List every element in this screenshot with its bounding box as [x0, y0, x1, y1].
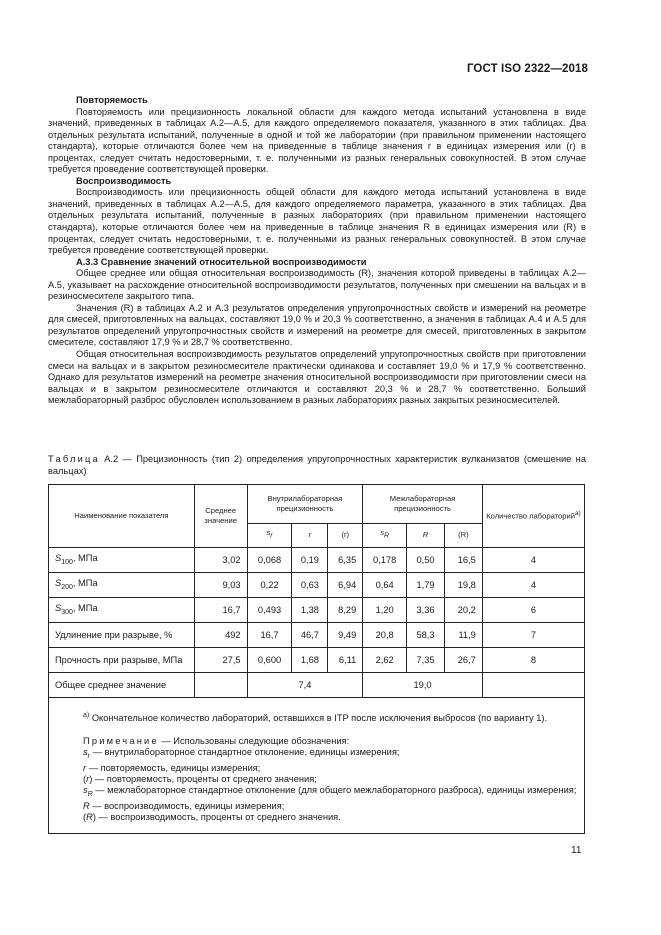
header-within: Внутрилабораторная прецизионность [247, 485, 363, 523]
cell-labs: 4 [482, 572, 584, 597]
note-item: R — воспроизводимость, единицы измерения; [83, 800, 285, 811]
row-name: $S_{100}$, МПа [49, 547, 194, 572]
cell-R: 1,79 [407, 572, 445, 597]
cell-mean: 16,7 [194, 597, 247, 622]
table-row [49, 572, 584, 597]
cell-rp: 8,29 [328, 597, 363, 622]
cell-r: 0,63 [292, 572, 328, 597]
paragraph-1: Общее среднее или общая относительная воспроизводимость (R), значения которой приведены в таблицах А.2—А.5, указывает на расхождение относительной воспроизводимости результатов, полученных при смешении на вальцах и в резиносмесителе закрытого типа. [48, 268, 586, 302]
row-name: $S_{300}$, МПа [49, 597, 194, 622]
cell-mean: 3,02 [194, 547, 247, 572]
section-heading: А.3.3 Сравнение значений относительной воспроизводимости [76, 256, 367, 267]
table-footnote: $^{а)}$ Окончательное количество лабораторий, оставшихся в ITP после исключения выбросов (по варианту 1). [83, 712, 548, 724]
cell-sr: 0,22 [247, 572, 292, 597]
header-r: r [292, 523, 328, 547]
table-caption [48, 454, 586, 477]
note-item: $s_r$ — внутрилабораторное стандартное отклонение, единицы измерения; [83, 747, 400, 761]
cell-mean: 9,03 [194, 572, 247, 597]
cell-r: 0,19 [292, 547, 328, 572]
cell-labs: 8 [482, 647, 584, 672]
cell-R: 0,50 [407, 547, 445, 572]
header-labs [482, 485, 584, 547]
repeatability-heading: Повторяемость [76, 95, 148, 105]
cell-sr: 0,600 [247, 647, 292, 672]
overall-between: 19,0 [363, 672, 483, 697]
note-item: $s_R$ — межлабораторное стандартное отклонение (для общего межлабораторного разброса), единицы измерения; [83, 785, 577, 799]
cell-r: 1,38 [292, 597, 328, 622]
note-block: Примечание — Использованы следующие обозначения: $s_r$ — внутрилабораторное стандартное отклонение, единицы измерения; r — повторяемость, единицы измерения; (r) — повторяемость, проценты от среднего значения; $s_R$ — межлабораторное стандартное отклонение (для общего межлабораторного разброса), единицы измерения; R — воспроизводимость, единицы измерения; (R) — воспроизводимость, проценты от среднего значения. [83, 736, 579, 824]
cell-R: 7,35 [407, 647, 445, 672]
header-labs-text: Количество лабораторий [486, 512, 575, 522]
cell-sR: 1,20 [363, 597, 407, 622]
precision-table [49, 485, 584, 698]
reproducibility-paragraph: Воспроизводимость или прецизионность общей области для каждого метода испытаний установлена в виде значений, приведенных в таблицах А.2—А.5, для каждого определяемого параметра, указанного в этих таблицах. Два отдельных результата испытаний, полученные в разных лабораториях (при правильном применении настоящего стандарта), которые отличаются более чем на приведенные в таблице значения R в единицах измерения или (R) в процентах, следует считать недостоверными, т. е. полученными из разных генеральных совокупностей. В этом случае требуется проведение соответствующей проверки. [48, 187, 586, 256]
header-sr: $s_r$ [247, 523, 292, 547]
overall-within: 7,4 [247, 672, 363, 697]
page-number: 11 [571, 845, 582, 856]
note-item: r — повторяемость, единицы измерения; [83, 762, 261, 773]
header-labs-note: а) [574, 510, 581, 518]
cell-labs: 4 [482, 547, 584, 572]
row-name: Удлинение при разрыве, % [49, 622, 194, 647]
table-row [49, 597, 584, 622]
document-header: ГОСТ ISO 2322—2018 [466, 63, 588, 75]
cell-sr: 0,493 [247, 597, 292, 622]
table-row [49, 547, 584, 572]
cell-sr: 0,068 [247, 547, 292, 572]
cell-sR: 2,62 [363, 647, 407, 672]
cell-Rp: 20,2 [444, 597, 482, 622]
note-item: (R) — воспроизводимость, проценты от среднего значения. [83, 812, 341, 823]
header-sR: $s_R$ [363, 523, 407, 547]
cell-labs: 7 [482, 622, 584, 647]
header-name: Наименование показателя [49, 485, 194, 547]
cell-sR: 20,8 [363, 622, 407, 647]
cell-r: 46,7 [292, 622, 328, 647]
cell-Rp: 26,7 [444, 647, 482, 672]
row-name: $S_{200}$, МПа [49, 572, 194, 597]
note-item: (r) — повторяемость, проценты от среднего значения; [83, 774, 317, 785]
cell-Rp: 19,8 [444, 572, 482, 597]
cell-rp: 6,11 [328, 647, 363, 672]
cell-labs: 6 [482, 597, 584, 622]
table-frame [48, 484, 585, 834]
cell-rp: 9,49 [328, 622, 363, 647]
body-text [48, 95, 586, 407]
table-caption-text: А.2 — Прецизионность (тип 2) определения упругопрочностных характеристик вулканизатов (смешение на вальцах) [48, 454, 586, 476]
header-R-pct: (R) [444, 523, 482, 547]
cell-r: 1,68 [292, 647, 328, 672]
cell-Rp: 11,9 [444, 622, 482, 647]
cell-rp: 6,94 [328, 572, 363, 597]
table-label: Таблица [48, 454, 100, 464]
paragraph-3: Общая относительная воспроизводимость результатов определений упругопрочностных свойств при приготовлении смеси на вальцах и в закрытом резиносмесителе практически одинакова и составляет 19,0 % и 17,9 % соответственно. Однако для результатов измерений на реометре значения относительной воспроизводимости при приготовлении смеси на вальцах и в закрытом резиносмесителе отличаются и составляют 20,3 % и 28,7 % соответственно. Больший межлабораторный разброс обусловлен использованием в разных лабораториях разных закрытых резиносмесителей. [48, 349, 586, 406]
table-row [49, 647, 584, 672]
header-r-pct: (r) [328, 523, 363, 547]
overall-label: Общее среднее значение [49, 672, 194, 697]
cell-R: 3,36 [407, 597, 445, 622]
cell-sr: 16,7 [247, 622, 292, 647]
header-between: Межлабораторная прецизионность [363, 485, 483, 523]
header-R: R [407, 523, 445, 547]
header-mean: Среднее значение [194, 485, 247, 547]
cell-mean: 492 [194, 622, 247, 647]
cell-sR: 0,64 [363, 572, 407, 597]
cell-mean: 27,5 [194, 647, 247, 672]
reproducibility-heading: Воспроизводимость [76, 175, 172, 186]
repeatability-paragraph: Повторяемость или прецизионность локальной области для каждого метода испытаний установлена в виде значений, приведенных в таблицах А.2—А.5, для каждого определяемого показателя, указанного в этих таблицах. Два отдельных результата испытаний, полученные в одной и той же лаборатории (при правильном применении настоящего стандарта), которые отличаются более чем на приведенные в таблице значения r в единицах измерения или (r) в процентах, следует считать недостоверными, т. е. полученными из разных генеральных совокупностей. В этом случае требуется проведение соответствующей проверки. [48, 106, 586, 175]
cell-sR: 0,178 [363, 547, 407, 572]
note-label: Примечание [83, 736, 159, 746]
table-row [49, 622, 584, 647]
cell-rp: 6,35 [328, 547, 363, 572]
cell-R: 58,3 [407, 622, 445, 647]
paragraph-2: Значения (R) в таблицах А.2 и А.3 результатов определения упругопрочностных свойств и измерений на реометре для смесей, приготовленных на вальцах, составляют 19,0 % и 20,3 % соответственно, а значения в таблицах А.4 и А.5 для результатов определений упругопрочностных свойств и измерений на реометре для смесей, приготовленных в закрытом смесителе, составляют 17,9 % и 28,7 % соответственно. [48, 302, 586, 348]
cell-Rp: 16,5 [444, 547, 482, 572]
row-name: Прочность при разрыве, МПа [49, 647, 194, 672]
